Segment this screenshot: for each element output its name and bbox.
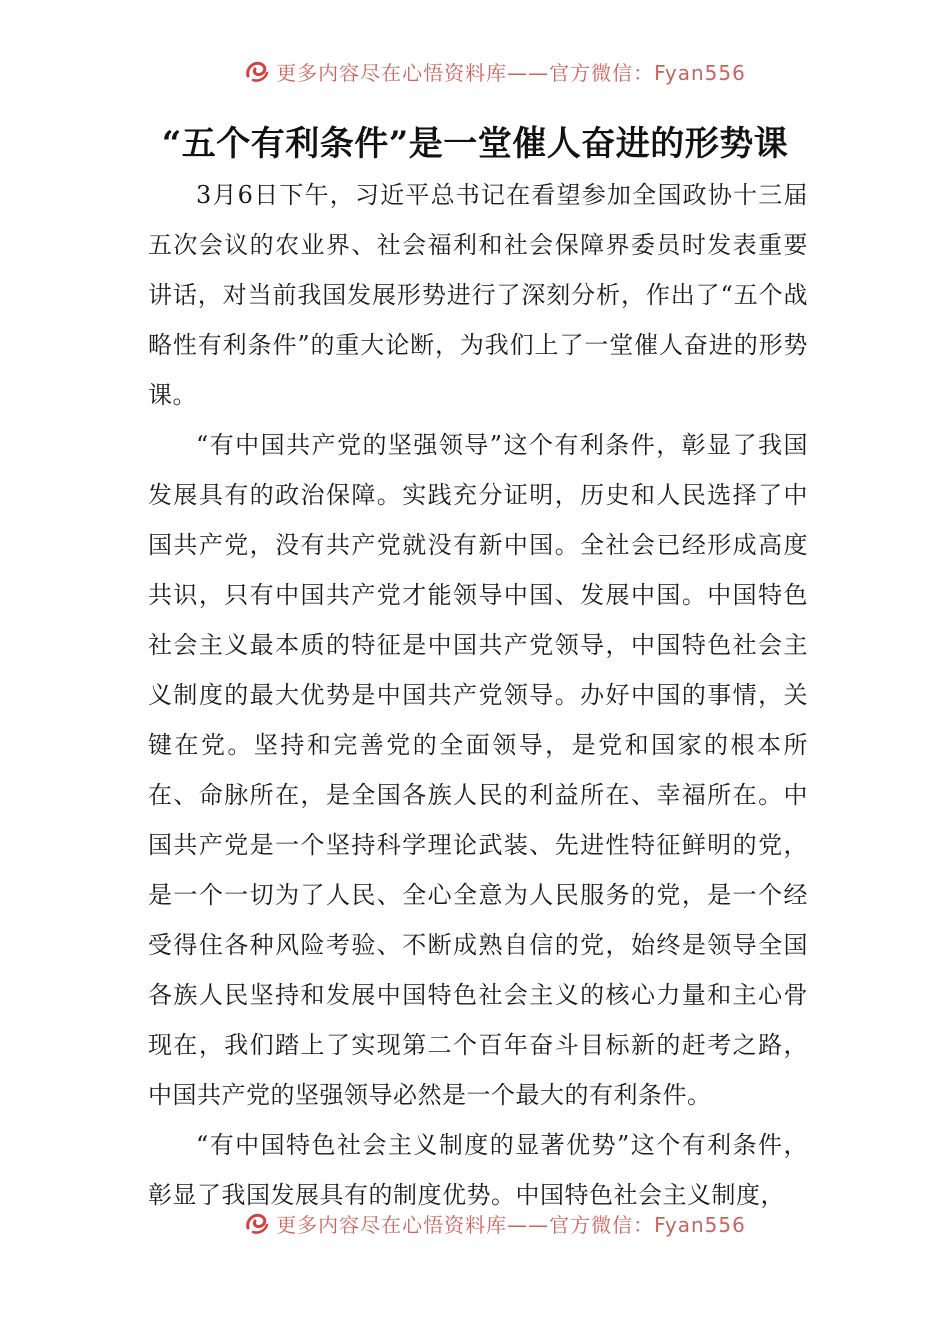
watermark-footer [0, 1208, 950, 1238]
watermark-text: 更多内容尽在心悟资料库——官方微信：Fyan556 [276, 60, 746, 85]
paragraph: “有中国共产党的坚强领导”这个有利条件，彰显了我国发展具有的政治保障。实践充分证明，历史和人民选择了中国共产党，没有共产党就没有新中国。全社会已经形成高度共识，只有中国共产党才能领导中国、发展中国。中国特色社会主义最本质的特征是中国共产党领导，中国特色社会主义制度的最大优势是中国共产党领导。办好中国的事情，关键在党。坚持和完善党的全面领导，是党和国家的根本所在、命脉所在，是全国各族人民的利益所在、幸福所在。中国共产党是一个坚持科学理论武装、先进性特征鲜明的党，是一个一切为了人民、全心全意为人民服务的党，是一个经受得住各种风险考验、不断成熟自信的党，始终是领导全国各族人民坚持和发展中国特色社会主义的核心力量和主心骨现在，我们踏上了实现第二个百年奋斗目标新的赶考之路，中国共产党的坚强领导必然是一个最大的有利条件。 [148, 431, 808, 1109]
paragraph: 3月6日下午，习近平总书记在看望参加全国政协十三届五次会议的农业界、社会福利和社会保障界委员时发表重要讲话，对当前我国发展形势进行了深刻分析，作出了“五个战略性有利条件”的重大论断，为我们上了一堂催人奋进的形势课。 [148, 181, 808, 409]
watermark-text: 更多内容尽在心悟资料库——官方微信：Fyan556 [276, 1212, 746, 1237]
page-title: “五个有利条件”是一堂催人奋进的形势课 [161, 124, 789, 164]
red-swirl-logo-icon [244, 1210, 270, 1236]
watermark-header [0, 56, 950, 86]
article-body [148, 170, 808, 1220]
red-swirl-logo-icon [244, 58, 270, 84]
paragraph: “有中国特色社会主义制度的显著优势”这个有利条件，彰显了我国发展具有的制度优势。中国特色社会主义制度， [148, 1131, 808, 1209]
